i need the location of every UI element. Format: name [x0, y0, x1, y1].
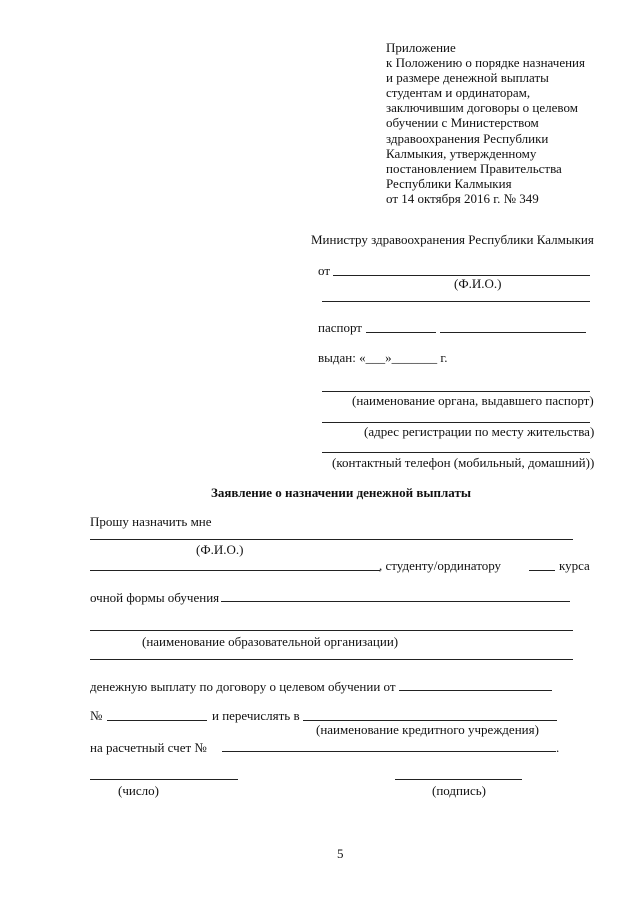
account-number-field[interactable]	[222, 751, 556, 752]
address-caption: (адрес регистрации по месту жительства)	[364, 424, 595, 439]
appendix-line: студентам и ординаторам,	[386, 85, 531, 101]
issuer-caption: (наименование органа, выдавшего паспорт)	[352, 393, 594, 408]
student-label: , студенту/ординатору	[379, 558, 502, 573]
appendix-line: Республики Калмыкия	[386, 175, 512, 191]
appendix-line: постановлением Правительства	[386, 160, 562, 176]
organization-field[interactable]	[90, 630, 573, 631]
phone-field[interactable]	[322, 452, 590, 453]
signature-field[interactable]	[395, 779, 522, 780]
appendix-line: к Положению о порядке назначения	[386, 55, 585, 71]
contract-label: денежную выплату по договору о целевом обучении от	[90, 679, 396, 694]
study-form-field[interactable]	[221, 601, 570, 602]
bank-name-field[interactable]	[303, 720, 557, 721]
addressee-minister: Министру здравоохранения Республики Калмыкия	[311, 232, 594, 247]
applicant-fio-caption: (Ф.И.О.)	[196, 542, 244, 557]
application-title: Заявление о назначении денежной выплаты	[211, 485, 471, 500]
issued-date-label: выдан: «___»_______ г.	[318, 350, 448, 365]
fio-caption: (Ф.И.О.)	[454, 276, 502, 291]
request-label: Прошу назначить мне	[90, 514, 212, 529]
appendix-line: обучении с Министерством	[386, 115, 539, 131]
account-label: на расчетный счет №	[90, 740, 207, 755]
address-field[interactable]	[322, 422, 590, 423]
issuer-field[interactable]	[322, 391, 590, 392]
course-label: курса	[559, 558, 590, 573]
organization-caption: (наименование образовательной организации)	[142, 634, 399, 649]
date-field[interactable]	[90, 779, 238, 780]
number-label: №	[90, 708, 103, 723]
appendix-block	[386, 40, 585, 206]
organization-continued-field[interactable]	[90, 659, 573, 660]
signature-caption: (подпись)	[432, 783, 486, 798]
fio-second-line-field[interactable]	[322, 301, 590, 302]
appendix-line: Приложение	[386, 40, 456, 55]
applicant-fio-field[interactable]	[90, 539, 573, 540]
appendix-line: здравоохранения Республики	[386, 130, 549, 146]
appendix-line: от 14 октября 2016 г. № 349	[386, 190, 539, 206]
course-number-field[interactable]	[529, 570, 555, 571]
study-form-label: очной формы обучения	[90, 590, 220, 605]
passport-series-field[interactable]	[366, 332, 436, 333]
appendix-line: и размере денежной выплаты	[386, 70, 549, 86]
contract-date-field[interactable]	[399, 690, 552, 691]
account-end-dot: .	[556, 740, 560, 755]
applicant-fio-continued-field[interactable]	[90, 570, 380, 571]
bank-caption: (наименование кредитного учреждения)	[316, 722, 539, 737]
passport-label: паспорт	[318, 320, 362, 335]
transfer-label: и перечислять в	[212, 708, 300, 723]
appendix-line: Калмыкия, утвержденному	[386, 145, 537, 161]
date-caption: (число)	[118, 783, 159, 798]
passport-number-field[interactable]	[440, 332, 586, 333]
appendix-line: заключившим договоры о целевом	[386, 100, 578, 116]
contract-number-field[interactable]	[107, 720, 207, 721]
from-label: от	[318, 263, 331, 278]
page-number: 5	[337, 846, 344, 861]
phone-caption: (контактный телефон (мобильный, домашний))	[332, 455, 595, 470]
